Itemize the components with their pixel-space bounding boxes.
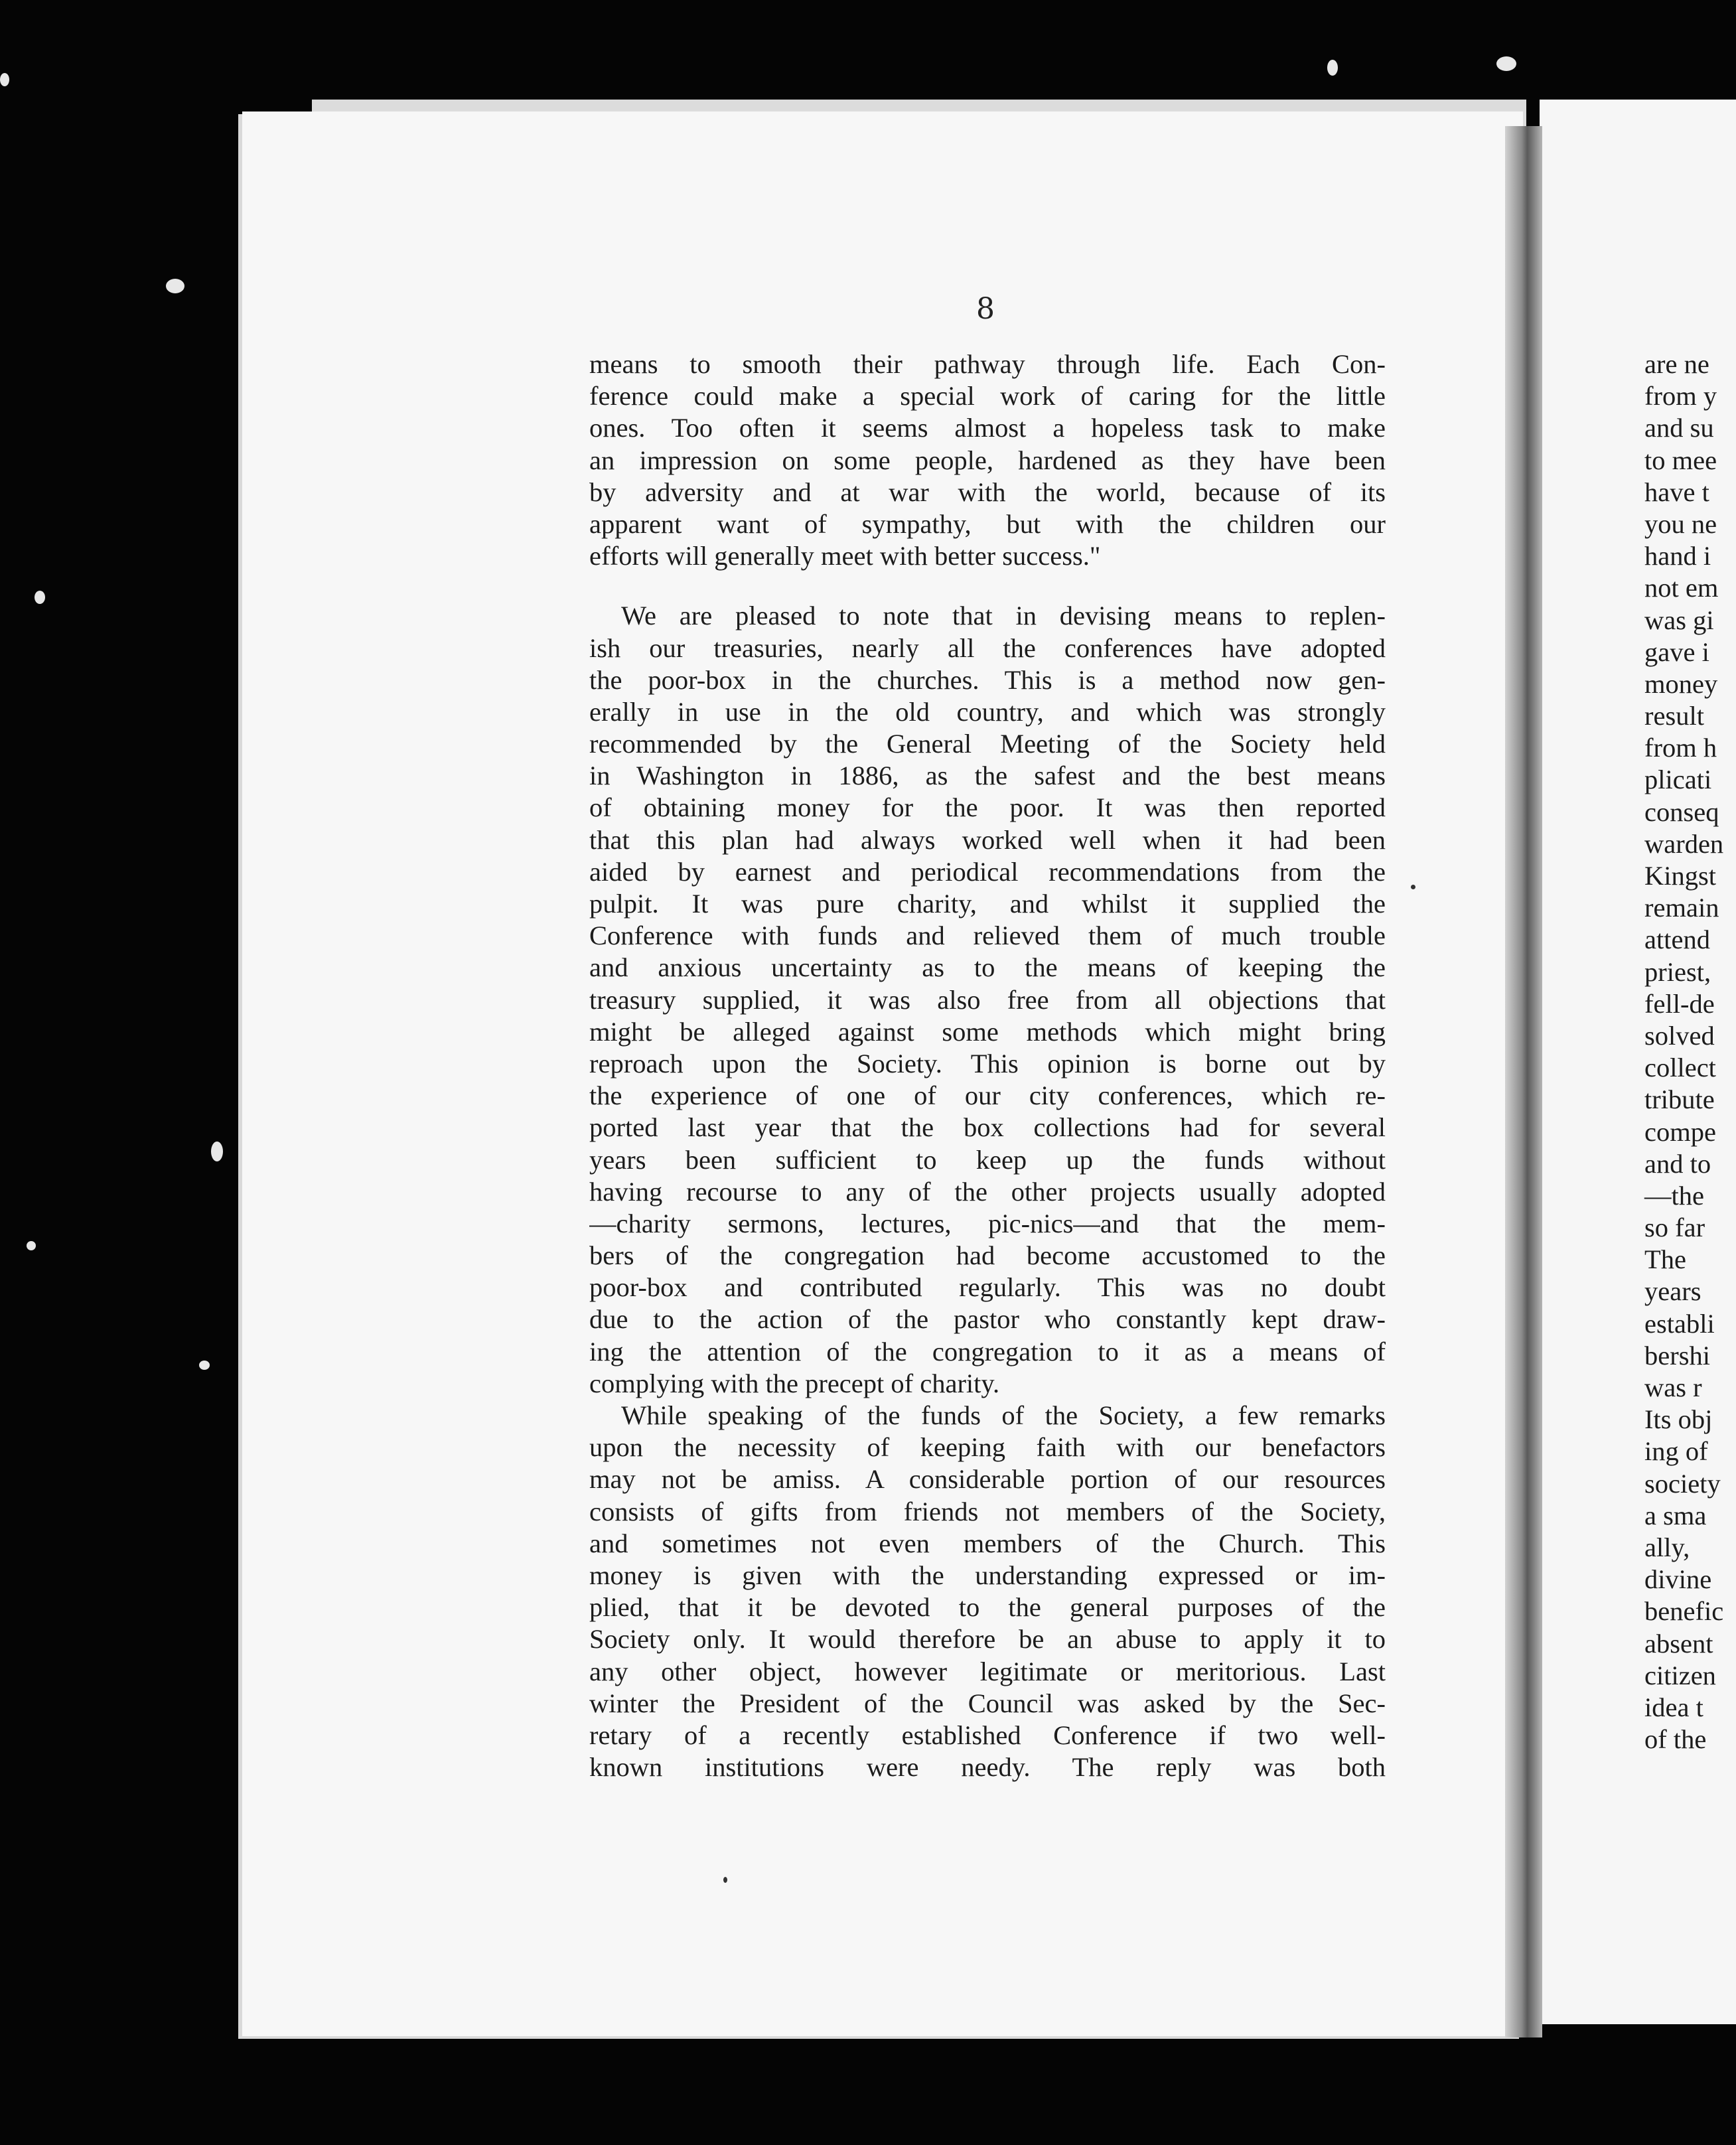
- scan-speck: [35, 591, 45, 604]
- scan-speck: [1327, 60, 1338, 76]
- right-page-line: of the: [1644, 1724, 1707, 1755]
- right-page-text: [1644, 348, 1736, 1755]
- scan-speck: [211, 1142, 223, 1161]
- right-page-line: ally,: [1644, 1532, 1690, 1562]
- right-page-line: solved: [1644, 1020, 1715, 1051]
- text-line: might be alleged against some methods which might bring: [589, 1016, 1386, 1047]
- right-page-line: a sma: [1644, 1500, 1707, 1530]
- right-page-line: years: [1644, 1276, 1701, 1307]
- page-number: 8: [976, 292, 995, 326]
- text-line: retary of a recently established Conference if two well-: [589, 1720, 1386, 1750]
- main-text-column: [589, 348, 1386, 1783]
- right-page-line: warden: [1644, 828, 1724, 859]
- right-page-line: bershi: [1644, 1340, 1710, 1370]
- text-line: ference could make a special work of caring for the little: [589, 381, 1386, 411]
- scan-speck: [166, 279, 184, 293]
- text-line: reproach upon the Society. This opinion is borne out by: [589, 1048, 1386, 1078]
- right-page-line: society: [1644, 1468, 1721, 1499]
- text-line: Conference with funds and relieved them of much trouble: [589, 921, 1386, 951]
- text-line: ported last year that the box collections had for several: [589, 1112, 1386, 1143]
- right-page-line: and to: [1644, 1148, 1711, 1179]
- text-line: ish our treasuries, nearly all the conferences have adopted: [589, 632, 1386, 663]
- right-page-line: gave i: [1644, 636, 1709, 667]
- right-page-line: —the: [1644, 1180, 1704, 1211]
- text-line: ones. Too often it seems almost a hopeless task to make: [589, 413, 1386, 443]
- text-line: money is given with the understanding expressed or im-: [589, 1560, 1386, 1590]
- paragraph: [589, 600, 1386, 1400]
- right-page-line: tribute: [1644, 1084, 1715, 1115]
- right-page-line: establi: [1644, 1308, 1715, 1339]
- right-page-line: fell-de: [1644, 988, 1715, 1019]
- right-page-line: have t: [1644, 477, 1709, 507]
- right-page-line: so far: [1644, 1213, 1705, 1243]
- right-page-line: plicati: [1644, 765, 1712, 795]
- right-page-line: Its obj: [1644, 1404, 1713, 1435]
- text-line: winter the President of the Council was asked by the Sec-: [589, 1688, 1386, 1718]
- right-page-line: remain: [1644, 893, 1719, 923]
- text-line: an impression on some people, hardened as they have been: [589, 445, 1386, 475]
- right-page-line: idea t: [1644, 1692, 1703, 1722]
- text-line: years been sufficient to keep up the funds without: [589, 1144, 1386, 1175]
- book-gutter: [1505, 126, 1542, 2037]
- text-line: means to smooth their pathway through life. Each Con-: [589, 349, 1386, 379]
- text-line: apparent want of sympathy, but with the children our: [589, 508, 1386, 539]
- right-page-line: priest,: [1644, 956, 1711, 987]
- text-line: poor-box and contributed regularly. This was no doubt: [589, 1272, 1386, 1303]
- right-page-line: citizen: [1644, 1660, 1716, 1690]
- text-line: may not be amiss. A considerable portion of our resources: [589, 1464, 1386, 1495]
- ink-dot: [723, 1877, 727, 1883]
- text-line: erally in use in the old country, and which was strongly: [589, 696, 1386, 727]
- right-page-line: not em: [1644, 573, 1719, 603]
- text-line: recommended by the General Meeting of the Society held: [589, 729, 1386, 759]
- right-page-line: divine: [1644, 1564, 1712, 1595]
- text-line: —charity sermons, lectures, pic-nics—and that the mem-: [589, 1208, 1386, 1238]
- right-page-line: hand i: [1644, 541, 1711, 571]
- right-page-line: was r: [1644, 1372, 1702, 1402]
- right-page-line: collect: [1644, 1053, 1716, 1083]
- text-line: bers of the congregation had become accustomed to the: [589, 1240, 1386, 1271]
- text-line: pulpit. It was pure charity, and whilst it supplied the: [589, 889, 1386, 919]
- text-line: the poor-box in the churches. This is a method now gen-: [589, 664, 1386, 695]
- text-line: and anxious uncertainty as to the means of keeping the: [589, 952, 1386, 983]
- right-page-line: Kingst: [1644, 861, 1717, 891]
- text-line: consists of gifts from friends not members of the Society,: [589, 1496, 1386, 1526]
- text-line: that this plan had always worked well when it had been: [589, 824, 1386, 855]
- right-page-line: compe: [1644, 1116, 1716, 1147]
- right-page-line: absent: [1644, 1628, 1713, 1659]
- right-page-line: ing of: [1644, 1436, 1708, 1467]
- text-line: ing the attention of the congregation to it as a means of: [589, 1336, 1386, 1367]
- scan-speck: [199, 1361, 210, 1370]
- right-page-line: from y: [1644, 381, 1717, 411]
- scan-speck: [27, 1241, 36, 1250]
- text-line: having recourse to any of the other projects usually adopted: [589, 1176, 1386, 1207]
- text-line: treasury supplied, it was also free from all objections that: [589, 984, 1386, 1015]
- scan-speck: [0, 73, 9, 86]
- right-page-line: result: [1644, 701, 1704, 731]
- text-line: and sometimes not even members of the Church. This: [589, 1528, 1386, 1558]
- text-line: of obtaining money for the poor. It was then reported: [589, 792, 1386, 823]
- right-page-line: The: [1644, 1244, 1686, 1275]
- text-line: complying with the precept of charity.: [589, 1368, 1000, 1398]
- text-line: in Washington in 1886, as the safest and the best means: [589, 761, 1386, 791]
- ink-dot: [1411, 885, 1415, 889]
- text-line: the experience of one of our city conferences, which re-: [589, 1080, 1386, 1111]
- text-line: due to the action of the pastor who constantly kept draw-: [589, 1304, 1386, 1335]
- text-line: We are pleased to note that in devising means to replen-: [621, 601, 1386, 631]
- text-line: efforts will generally meet with better success.": [589, 541, 1101, 571]
- text-line: While speaking of the funds of the Society, a few remarks: [621, 1400, 1386, 1430]
- paragraph: [589, 348, 1386, 572]
- right-page-line: and su: [1644, 413, 1714, 443]
- right-page-line: conseq: [1644, 796, 1719, 827]
- text-line: aided by earnest and periodical recommendations from the: [589, 856, 1386, 887]
- right-page-line: are ne: [1644, 349, 1709, 379]
- text-line: upon the necessity of keeping faith with our benefactors: [589, 1432, 1386, 1463]
- right-page-line: was gi: [1644, 605, 1714, 635]
- right-page-line: money: [1644, 668, 1718, 699]
- text-line: by adversity and at war with the world, because of its: [589, 477, 1386, 507]
- right-page-line: to mee: [1644, 445, 1717, 475]
- paragraph: [589, 1400, 1386, 1783]
- scan-speck: [1496, 56, 1516, 71]
- right-page-line: attend: [1644, 925, 1710, 955]
- text-line: plied, that it be devoted to the general purposes of the: [589, 1592, 1386, 1623]
- text-line: any other object, however legitimate or meritorious. Last: [589, 1656, 1386, 1686]
- text-line: Society only. It would therefore be an abuse to apply it to: [589, 1624, 1386, 1655]
- right-page-line: from h: [1644, 733, 1717, 763]
- text-line: known institutions were needy. The reply was both: [589, 1752, 1386, 1783]
- right-page-line: you ne: [1644, 508, 1717, 539]
- right-page-line: benefic: [1644, 1596, 1724, 1627]
